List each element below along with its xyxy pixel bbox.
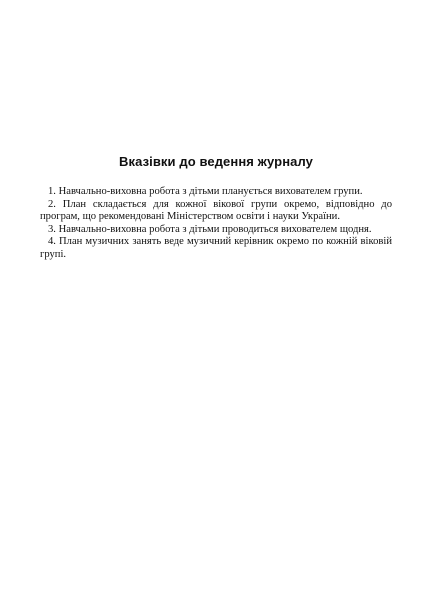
instructions-section (40, 154, 392, 262)
instruction-item-1: 1. Навчально-виховна робота з дітьми планується вихователем групи. (48, 186, 363, 197)
page-title: Вказівки до ведення журналу (118, 154, 313, 169)
instruction-item-3: 3. Навчально-виховна робота з дітьми проводиться вихователем щодня. (48, 223, 372, 235)
instruction-item-4: 4. План музичних занять веде музичний керівник окремо по кожній віковій групі. (40, 236, 392, 260)
instruction-item-2: 2. План складається для кожної вікової групи окремо, відповідно до програм, що рекомендовані Міністерством освіти і науки України. (40, 198, 392, 223)
